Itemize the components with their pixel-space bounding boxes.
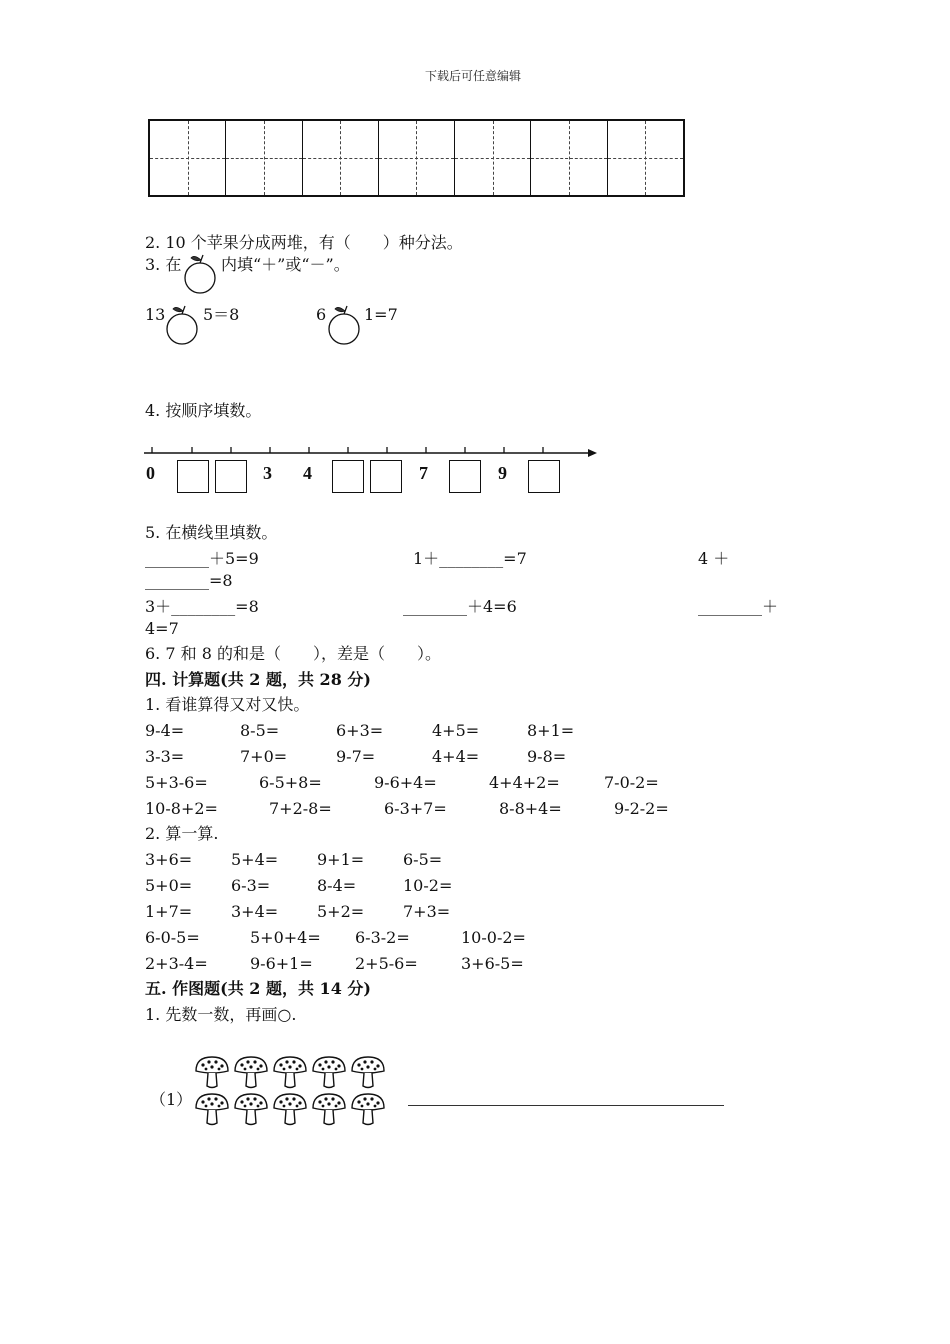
calc-item: 10-8+2=: [145, 799, 218, 818]
calc-item: 10-2=: [403, 876, 453, 895]
fill-blank: ________＋5=9: [145, 549, 259, 568]
calc-item: 5+3-6=: [145, 773, 208, 792]
calc-item: 5+0+4=: [250, 928, 321, 947]
apple-icon: [326, 303, 362, 345]
mushroom-icon: [194, 1055, 230, 1089]
calc-item: 3+6-5=: [461, 954, 524, 973]
number-label: 7: [419, 463, 428, 483]
calc-item: 4+4=: [432, 747, 480, 766]
fill-blank: 4=7: [145, 619, 179, 638]
calc-item: 6+3=: [336, 721, 384, 740]
fill-blank: 4 ＋: [698, 549, 730, 568]
expr2-right: 1=7: [364, 305, 398, 324]
answer-box[interactable]: [528, 460, 560, 493]
grid-cell: [608, 121, 683, 195]
question-3-text-before: 3. 在: [145, 255, 182, 274]
grid-cell: [531, 121, 607, 195]
question-5: 5. 在横线里填数。: [145, 523, 278, 542]
calc-item: 1+7=: [145, 902, 193, 921]
apple-icon: [164, 303, 200, 345]
mushroom-icon: [350, 1055, 386, 1089]
mushroom-icon: [194, 1092, 230, 1126]
mushroom-icon: [272, 1055, 308, 1089]
grid-cell: [303, 121, 379, 195]
header-note: 下载后可任意编辑: [425, 69, 522, 83]
calc-item: 3+6=: [145, 850, 193, 869]
calc-item: 6-5=: [403, 850, 443, 869]
calc-item: 7+3=: [403, 902, 451, 921]
mushroom-icon: [233, 1092, 269, 1126]
mushroom-icon: [272, 1092, 308, 1126]
calc-item: 9+1=: [317, 850, 365, 869]
fill-blank: ________=8: [145, 571, 233, 590]
writing-grid: [148, 119, 685, 197]
calc-item: 6-3=: [231, 876, 271, 895]
calc-item: 3+4=: [231, 902, 279, 921]
calc-item: 9-6+4=: [374, 773, 437, 792]
calc-item: 7+2-8=: [269, 799, 332, 818]
section-4-part-1: 1. 看谁算得又对又快。: [145, 695, 310, 714]
expr1-right: 5＝8: [203, 305, 240, 324]
calc-item: 9-6+1=: [250, 954, 313, 973]
calc-item: 8-5=: [240, 721, 280, 740]
apple-icon: [182, 252, 218, 294]
calc-item: 8+1=: [527, 721, 575, 740]
calc-item: 8-8+4=: [499, 799, 562, 818]
calc-item: 9-2-2=: [614, 799, 669, 818]
calc-item: 5+4=: [231, 850, 279, 869]
grid-cell: [150, 121, 226, 195]
section-5-part-1: 1. 先数一数，再画○.: [145, 1005, 297, 1024]
calc-item: 7+0=: [240, 747, 288, 766]
question-3-text-after: 内填“＋”或“－”。: [221, 255, 350, 274]
number-label: 4: [303, 463, 312, 483]
calc-item: 5+0=: [145, 876, 193, 895]
calc-item: 6-0-5=: [145, 928, 200, 947]
calc-item: 9-8=: [527, 747, 567, 766]
mushroom-icon: [311, 1055, 347, 1089]
mushroom-icon: [233, 1055, 269, 1089]
calc-item: 8-4=: [317, 876, 357, 895]
answer-box[interactable]: [177, 460, 209, 493]
answer-box[interactable]: [215, 460, 247, 493]
calc-item: 9-4=: [145, 721, 185, 740]
fill-blank: ________＋: [698, 597, 779, 616]
mushroom-icon: [311, 1092, 347, 1126]
expr1-left: 13: [145, 305, 166, 324]
section-4-part-2: 2. 算一算.: [145, 824, 219, 843]
fill-blank: 3＋________=8: [145, 597, 259, 616]
answer-box[interactable]: [332, 460, 364, 493]
number-label: 9: [498, 463, 507, 483]
number-label: 3: [263, 463, 272, 483]
calc-item: 4+5=: [432, 721, 480, 740]
mushroom-icon: [350, 1092, 386, 1126]
calc-item: 6-3+7=: [384, 799, 447, 818]
answer-box[interactable]: [449, 460, 481, 493]
calc-item: 2+3-4=: [145, 954, 208, 973]
calc-item: 2+5-6=: [355, 954, 418, 973]
calc-item: 6-3-2=: [355, 928, 410, 947]
answer-line[interactable]: [408, 1105, 724, 1106]
calc-item: 7-0-2=: [604, 773, 659, 792]
answer-box[interactable]: [370, 460, 402, 493]
number-label: 0: [146, 463, 155, 483]
calc-item: 5+2=: [317, 902, 365, 921]
expr2-left: 6: [316, 305, 327, 324]
fill-blank: ________＋4=6: [403, 597, 517, 616]
question-4: 4. 按顺序填数。: [145, 401, 262, 420]
grid-cell: [455, 121, 531, 195]
calc-item: 3-3=: [145, 747, 185, 766]
question-6: 6. 7 和 8 的和是（ ），差是（ ）。: [145, 644, 441, 663]
drawing-label: （1）: [150, 1090, 193, 1109]
calc-item: 10-0-2=: [461, 928, 526, 947]
grid-cell: [226, 121, 302, 195]
calc-item: 9-7=: [336, 747, 376, 766]
calc-item: 4+4+2=: [489, 773, 560, 792]
section-4-title: 四. 计算题(共 2 题，共 28 分): [145, 670, 371, 689]
grid-cell: [379, 121, 455, 195]
fill-blank: 1＋________=7: [413, 549, 527, 568]
calc-item: 6-5+8=: [259, 773, 322, 792]
question-2: 2. 10 个苹果分成两堆，有（ ）种分法。: [145, 233, 463, 252]
section-5-title: 五. 作图题(共 2 题，共 14 分): [145, 979, 371, 998]
